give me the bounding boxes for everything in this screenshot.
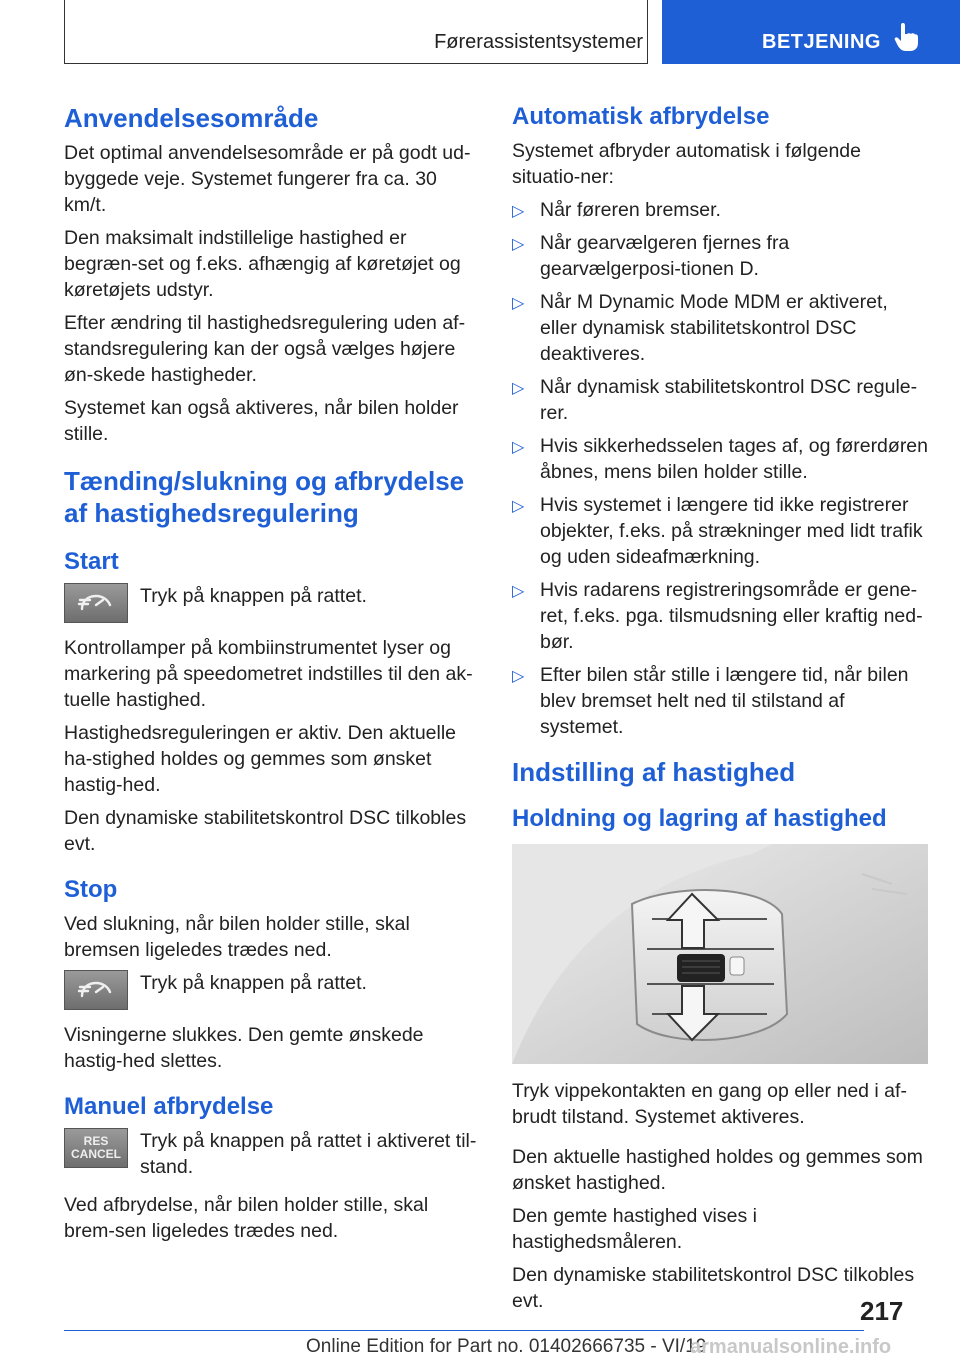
heading-taending: Tænding/slukning og afbrydelse af hastighedsregulering [64, 466, 465, 528]
heading-automatisk-afbrydelse: Automatisk afbrydelse [512, 103, 770, 130]
list-item-text: Når føreren bremser. [540, 199, 721, 221]
list-item [512, 230, 930, 282]
icon-caption: Tryk på knappen på rattet i aktiveret til-stand. [140, 1130, 477, 1178]
steering-wheel-switch-photo [512, 844, 928, 1064]
manuel-instruction [64, 1128, 484, 1180]
heading-indstilling: Indstilling af hastighed [512, 757, 796, 787]
list-item [512, 492, 930, 570]
paragraph: Den dynamiske stabilitetskontrol DSC tilkobles evt. [512, 1264, 915, 1312]
header-chapter-box [64, 0, 648, 64]
watermark: armanualsonline.info [690, 1336, 892, 1358]
heading-start: Start [64, 548, 119, 575]
cruise-control-button-icon [64, 970, 128, 1010]
start-instruction [64, 583, 484, 623]
paragraph: Visningerne slukkes. Den gemte ønskede hastig-hed slettes. [64, 1024, 424, 1072]
paragraph: Kontrollamper på kombiinstrumentet lyser og markering på speedometret indstilles til den ak-tuelle hastighed. [64, 637, 473, 711]
steering-wheel-switch-illustration [512, 844, 928, 1064]
footer-edition: Online Edition for Part no. 01402666735 - VI/19 [306, 1336, 707, 1357]
cruise-control-icon [76, 978, 116, 1002]
paragraph: Den dynamiske stabilitetskontrol DSC tilkobles evt. [64, 807, 467, 855]
stop-instruction [64, 970, 484, 1010]
paragraph: Systemet kan også aktiveres, når bilen holder stille. [64, 397, 459, 445]
paragraph: Det optimal anvendelsesområde er på godt ud-byggede veje. Systemet fungerer fra ca. 30 km/t. [64, 142, 471, 216]
heading-anvendelsesomraade: Anvendelsesområde [64, 103, 319, 133]
situation-list [512, 197, 930, 740]
paragraph: Den aktuelle hastighed holdes og gemmes som ønsket hastighed. [512, 1146, 923, 1194]
list-item [512, 577, 930, 655]
footer-rule [64, 1330, 864, 1331]
paragraph: Ved afbrydelse, når bilen holder stille, skal brem-sen ligeledes trædes ned. [64, 1194, 429, 1242]
triangle-bullet-icon: ▷ [512, 380, 525, 397]
chapter-title: Førerassistentsystemer [434, 31, 643, 53]
triangle-bullet-icon: ▷ [512, 236, 525, 253]
list-item-text: Efter bilen står stille i længere tid, når bilen blev bremset helt ned til stilstand af systemet. [540, 664, 909, 738]
heading-manuel-afbrydelse: Manuel afbrydelse [64, 1093, 274, 1120]
right-column [512, 98, 930, 1321]
paragraph: Ved slukning, når bilen holder stille, skal bremsen ligeledes trædes ned. [64, 913, 410, 961]
triangle-bullet-icon: ▷ [512, 203, 525, 220]
list-item [512, 433, 930, 485]
page-number: 217 [860, 1296, 904, 1326]
left-column [64, 98, 484, 1251]
triangle-bullet-icon: ▷ [512, 295, 525, 312]
paragraph: Tryk vippekontakten en gang op eller ned i af-brudt tilstand. Systemet aktiveres. [512, 1080, 907, 1128]
triangle-bullet-icon: ▷ [512, 668, 525, 685]
paragraph: Den gemte hastighed vises i hastighedsmåleren. [512, 1205, 757, 1253]
list-item-text: Når gearvælgeren fjernes fra gearvælgerposi-tionen D. [540, 232, 790, 280]
list-item [512, 289, 930, 367]
list-item-text: Hvis systemet i længere tid ikke registrerer objekter, f.eks. på strækninger med lidt trafik og uden sideafmærkning. [540, 494, 923, 568]
list-item-text: Når dynamisk stabilitetskontrol DSC regule-rer. [540, 376, 918, 424]
section-label: BETJENING [762, 31, 881, 53]
heading-holdning: Holdning og lagring af hastighed [512, 805, 887, 832]
paragraph: Hastighedsreguleringen er aktiv. Den aktuelle ha-stighed holdes og gemmes som ønsket hastig-hed. [64, 722, 457, 796]
list-item [512, 197, 930, 223]
list-item-text: Når M Dynamic Mode MDM er aktiveret, eller dynamisk stabilitetskontrol DSC deaktiveres. [540, 291, 888, 365]
icon-caption: Tryk på knappen på rattet. [140, 972, 367, 994]
paragraph: Den maksimalt indstillelige hastighed er begræn-set og f.eks. afhængig af køretøjet og køretøjets udstyr. [64, 227, 461, 301]
list-item-text: Hvis radarens registreringsområde er gene-ret, f.eks. pga. tilsmudsning eller kraftig ned-bør. [540, 579, 923, 653]
res-cancel-button-icon [64, 1128, 128, 1168]
pointing-hand-icon [894, 22, 920, 52]
cancel-label: CANCEL [71, 1147, 121, 1161]
icon-caption: Tryk på knappen på rattet. [140, 585, 367, 607]
list-item [512, 662, 930, 740]
triangle-bullet-icon: ▷ [512, 439, 525, 456]
res-label: RES [83, 1134, 109, 1148]
heading-stop: Stop [64, 876, 118, 903]
paragraph: Efter ændring til hastighedsregulering uden af-standsregulering kan der også vælges højere øn-skede hastigheder. [64, 312, 466, 386]
cruise-control-icon [76, 591, 116, 615]
cruise-control-button-icon [64, 583, 128, 623]
triangle-bullet-icon: ▷ [512, 583, 525, 600]
paragraph: Systemet afbryder automatisk i følgende situatio-ner: [512, 140, 861, 188]
header-section-tab [662, 0, 960, 64]
list-item-text: Hvis sikkerhedsselen tages af, og førerdøren åbnes, mens bilen holder stille. [540, 435, 929, 483]
triangle-bullet-icon: ▷ [512, 498, 525, 515]
list-item [512, 374, 930, 426]
